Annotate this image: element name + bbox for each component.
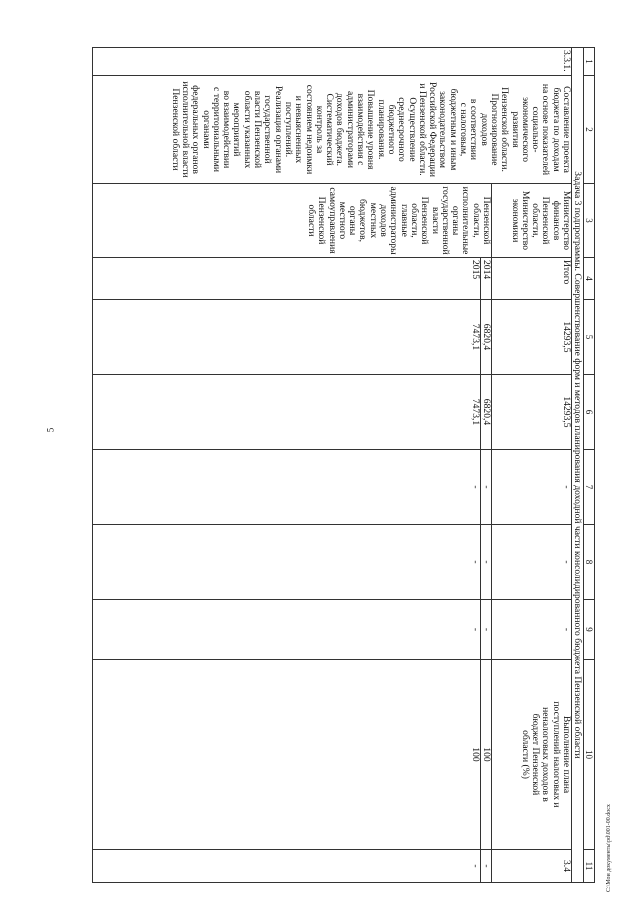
table-row (492, 48, 572, 883)
y2015-col7: - (92, 450, 480, 525)
y2015-col9: - (92, 600, 480, 660)
period-total: Итого (492, 258, 572, 300)
total-col8: - (492, 525, 572, 600)
period-2015: 2015 (92, 258, 480, 300)
col-num-5: 5 (584, 300, 595, 375)
total-col7: - (492, 450, 572, 525)
y2015-col11: - (92, 850, 480, 883)
col-num-11: 11 (584, 850, 595, 883)
col-num-9: 9 (584, 600, 595, 660)
total-col5: 14293,5 (492, 300, 572, 375)
task-header-row (572, 48, 584, 883)
task-header: Задача 3 подпрограммы. Совершенствование форм и методов планирования доходной части консолидированного бюджета Пензенской области (572, 48, 584, 883)
y2014-col11: - (480, 850, 491, 883)
y2014-col6: 6820,4 (480, 375, 491, 450)
total-col11: 3.4 (492, 850, 572, 883)
y2015-col8: - (92, 525, 480, 600)
footer-file-path: C:\Мои документы\pd\001-00.docx (606, 804, 612, 892)
col-num-3: 3 (584, 184, 595, 258)
y2014-col10: 100 (480, 660, 491, 850)
col-num-2: 2 (584, 76, 595, 184)
y2015-col5: 7473,1 (92, 300, 480, 375)
col-num-10: 10 (584, 660, 595, 850)
col-num-1: 1 (584, 48, 595, 76)
measure-description: Составление проекта бюджета по доходам на основе показателей социально- экономического развития Пензенской области. Прогнозирование доходов в соответствии с налоговым, бюджетным и иным законодательством Российской Федерации и Пензенской области. Осуществление среднесрочного бюджетного планирования. Повышение уровня взаимодействия с администраторами доходов бюджета. Систематический контроль за состоянием недоимки и невыясненных поступлений. Реализация органами государственной власти Пензенской области указанных мероприятий во взаимодействии с территориальными органами федеральных органов исполнительной власти Пензенской области (92, 76, 571, 184)
measure-code: 3.3.1. (92, 48, 571, 76)
executors-top: Министерство финансов Пензенской области, Министерство экономики (492, 184, 572, 258)
page-number: 5 (45, 427, 56, 433)
total-col9: - (492, 600, 572, 660)
y2014-col7: - (480, 450, 491, 525)
indicator-description: Выполнение плана поступлений налоговых и неналоговых доходов в бюджет Пензенской области (%) (492, 660, 572, 850)
column-number-row (584, 48, 595, 883)
y2014-col8: - (480, 525, 491, 600)
rotated-table-container (105, 47, 595, 882)
y2015-col6: 7473,1 (92, 375, 480, 450)
executors-bottom: Пензенской области, исполнительные органы государственной власти Пензенской области, главные администраторы доходов местных бюджетов, органы местного самоуправления Пензенской области (92, 184, 491, 258)
col-num-4: 4 (584, 258, 595, 300)
y2015-col10: 100 (92, 660, 480, 850)
col-num-8: 8 (584, 525, 595, 600)
period-2014: 2014 (480, 258, 491, 300)
col-num-6: 6 (584, 375, 595, 450)
program-table (92, 47, 595, 883)
col-num-7: 7 (584, 450, 595, 525)
total-col6: 14293,5 (492, 375, 572, 450)
y2014-col5: 6820,4 (480, 300, 491, 375)
y2014-col9: - (480, 600, 491, 660)
